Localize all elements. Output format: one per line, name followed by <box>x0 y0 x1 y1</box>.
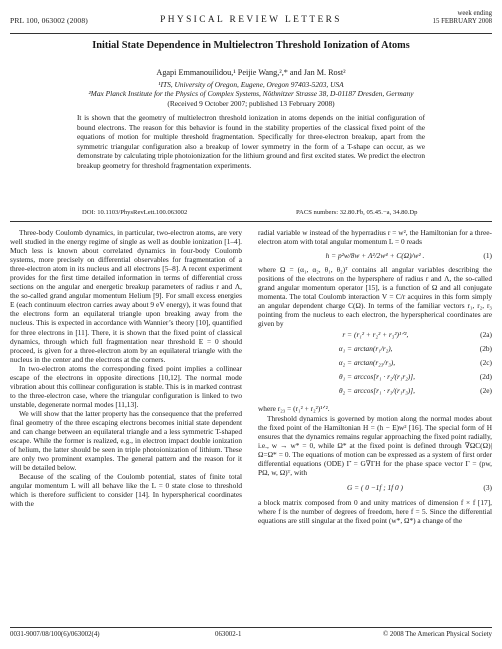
doi-link[interactable] <box>82 209 187 216</box>
body-paragraph: Threshold dynamics is governed by motion along the normal modes about the fixed point of the Hamiltonian H = (h − E)w² [16]. The special form of H ensures that the dynamics remains regular approaching the fixed point radially, i.e., w → w* = 0, while Ω* at the fixed point is defined through ∇ΩC(Ω)|Ω=Ω* = 0. The equations of motion can be expressed as a system of first order differential equations (ODE) Γ̇ = G∇ΓH for the phase space vector Γ = (pw, PΩ, w, Ω)ᵀ, with <box>258 413 492 477</box>
received-date: (Received 9 October 2007; published 13 February 2008) <box>167 99 335 108</box>
issue-date <box>433 10 492 26</box>
equation-row <box>258 330 492 342</box>
affiliation-1: ¹ITS, University of Oregon, Eugene, Oregon 97403-5203, USA <box>158 80 344 89</box>
doi-anchor[interactable]: DOI: 10.1103/PhysRevLett.100.063002 <box>82 209 188 216</box>
equation-number: (2c) <box>480 358 492 368</box>
equation-rhs: arctan(r₂₃/r₃), <box>354 358 396 368</box>
equation-lhs: α₁ = <box>338 344 352 354</box>
affiliation-2: ²Max Planck Institute for the Physics of Complex Systems, Nöthnitzer Strasse 38, D-01187 Dresden, Germany <box>88 89 414 98</box>
equation-1-body: h = p²w/8w + Λ²/2w⁴ + C(Ω)/w² . <box>325 251 425 261</box>
abstract: It is shown that the geometry of multielectron threshold ionization in atoms depends on the initial configuration of bound electrons. The reason for this behavior is found in the stability properties of the classical fixed point of the equations of motion for multiple threshold fragmentation. Specifically for three-electron breakup, apart from the symmetric triangular configuration also a breakup of lower symmetry in the form of a T-shape can occur, as we demonstrate by calculating triple photoionization for the lithium ground and first excited states. We predict the electron breakup geometry for threshold fragmentation experiments. <box>77 113 426 170</box>
equation-1-number: (1) <box>483 251 492 261</box>
date-label: 15 FEBRUARY 2008 <box>432 18 492 25</box>
equation-lhs: α₂ = <box>338 358 352 368</box>
footer-rule <box>10 627 492 628</box>
article-title: Initial State Dependence in Multielectron Threshold Ionization of Atoms <box>92 40 410 51</box>
body-paragraph: We will show that the latter property has the consequence that the preferred final geometry of the three escaping electrons becomes initial state dependent and can change between an equilateral triangle and a less symmetric T-shaped escape. While the former is realized, e.g., in electron impact double ionization of helium, the latter should be seen in triple photoionization of lithium. These are only two prominent examples. The general pattern and the reason for it will be detailed below. <box>10 408 242 473</box>
body-paragraph: Three-body Coulomb dynamics, in particular, two-electron atoms, are very well studied in the energy regime of single as well as double ionization [1–4]. Much less is known about correlated dynamics in four-body Coulomb systems, more precisely on differential observables for fragmentation of a three-electron atom in its nucleus and all electrons [5–8]. A recent experiment provides for the first time detailed information in terms of differential cross sections on the angular and energetic breakup parameters of radius r and Λ, the so-called grand angular momentum Helium [9]. For small excess energies E (each continuum electron carries away about 9 eV energy), it was found that the electrons form an equilateral triangle upon breaking away from the nucleus. This is expected in accordance with Wannier’s theory [10], quantified for three electrons in [11]. There, it is shown that the fixed point of classical dynamics, through which full fragmentation near threshold E = 0 should proceed, is given for a three-electron atom by an equilateral triangle with the nucleus in the center and the electrons at the corners. <box>10 228 242 364</box>
abstract-rule <box>10 221 492 222</box>
journal-reference: PRL 100, 063002 (2008) <box>10 16 88 25</box>
equation-row <box>258 372 492 384</box>
running-header <box>10 10 492 32</box>
body-paragraph: Because of the scaling of the Coulomb potential, states of finite total angular momentum L will all behave like the L = 0 state close to threshold which is therefore sufficient to consider [14]. In hyperspherical coordinates with the <box>10 472 242 509</box>
equation-rhs: arccos[r₁ · r₃/(r₁r₃)], <box>354 386 415 396</box>
pacs-numbers: PACS numbers: 32.80.Fb, 05.45.−a, 34.80.Dp <box>296 209 418 216</box>
equation-number: (2e) <box>480 386 492 396</box>
equation-row <box>258 358 492 370</box>
equation-3 <box>258 483 492 492</box>
equation-rhs: (r₁² + r₂² + r₃²)¹ᐟ², <box>354 330 409 340</box>
equation-1 <box>258 251 492 260</box>
equation-2-block <box>258 330 492 402</box>
right-column <box>258 228 492 525</box>
equation-number: (2a) <box>480 330 492 340</box>
header-rule <box>10 33 492 34</box>
page-footer <box>10 631 492 643</box>
equation-3-number: (3) <box>483 482 492 492</box>
author-list: Agapi Emmanouilidou,¹ Peijie Wang,²,* and Jan M. Rost² <box>156 68 346 77</box>
equation-row <box>258 386 492 398</box>
journal-name: PHYSICAL REVIEW LETTERS <box>160 15 342 25</box>
footer-code: 0031-9007/08/100(6)/063002(4) <box>10 631 100 638</box>
week-label: week ending <box>457 10 492 17</box>
equation-rhs: arccos[r₁ · r₂/(r₁r₂)], <box>354 372 415 382</box>
body-paragraph: a block matrix composed from 0 and unity matrices of dimension f × f [17], where f is the number of degrees of freedom, here f = 5. Since the differential equations are still singular at the fixed point (w*, Ω*) a change of the <box>258 497 492 525</box>
affiliations <box>0 80 502 98</box>
equation-rhs: arctan(r₁/r₂), <box>354 344 393 354</box>
equation-3-body: G = ( 0 −1f ; 1f 0 ) <box>346 482 403 492</box>
equation-lhs: θ₂ = <box>339 386 352 396</box>
body-paragraph: where Ω = (α₁, α₂, θ₁, θ₂)ᵀ contains all angular variables describing the positions of the electrons on the hypersphere of radius r and Λ, the so-called grand angular momentum operator [15], is a function of Ω and all conjugate momenta. The total Coulomb interaction V = C/r acquires in this form simply an angular dependent charge C(Ω). In terms of the familiar vectors r₁, r₂, r₃ pointing from the nucleus to each electron, the hyperspherical coordinates are given by <box>258 265 492 329</box>
equation-number: (2b) <box>479 344 492 354</box>
equation-row <box>258 344 492 356</box>
body-paragraph: radial variable w instead of the hyperradius r = w², the Hamiltonian for a three-electron atom with total angular momentum L = 0 reads <box>258 228 492 247</box>
equation-lhs: r = <box>342 330 352 340</box>
copyright: © 2008 The American Physical Society <box>382 631 492 638</box>
equation-number: (2d) <box>479 372 492 382</box>
body-paragraph: In two-electron atoms the corresponding fixed point implies a collinear escape of the electrons in opposite directions [10,12]. The normal mode vibration about this collinear configuration is stable. This is in marked contrast to the three-electron case, where the triangular configuration is linked to two unstable, degenerate normal modes [11,13]. <box>10 363 242 409</box>
left-column <box>10 228 242 508</box>
body-paragraph: where r₂₃ = (r₁² + r₂²)¹ᐟ². <box>258 404 330 414</box>
page-number: 063002-1 <box>215 631 242 638</box>
equation-lhs: θ₁ = <box>339 372 352 382</box>
